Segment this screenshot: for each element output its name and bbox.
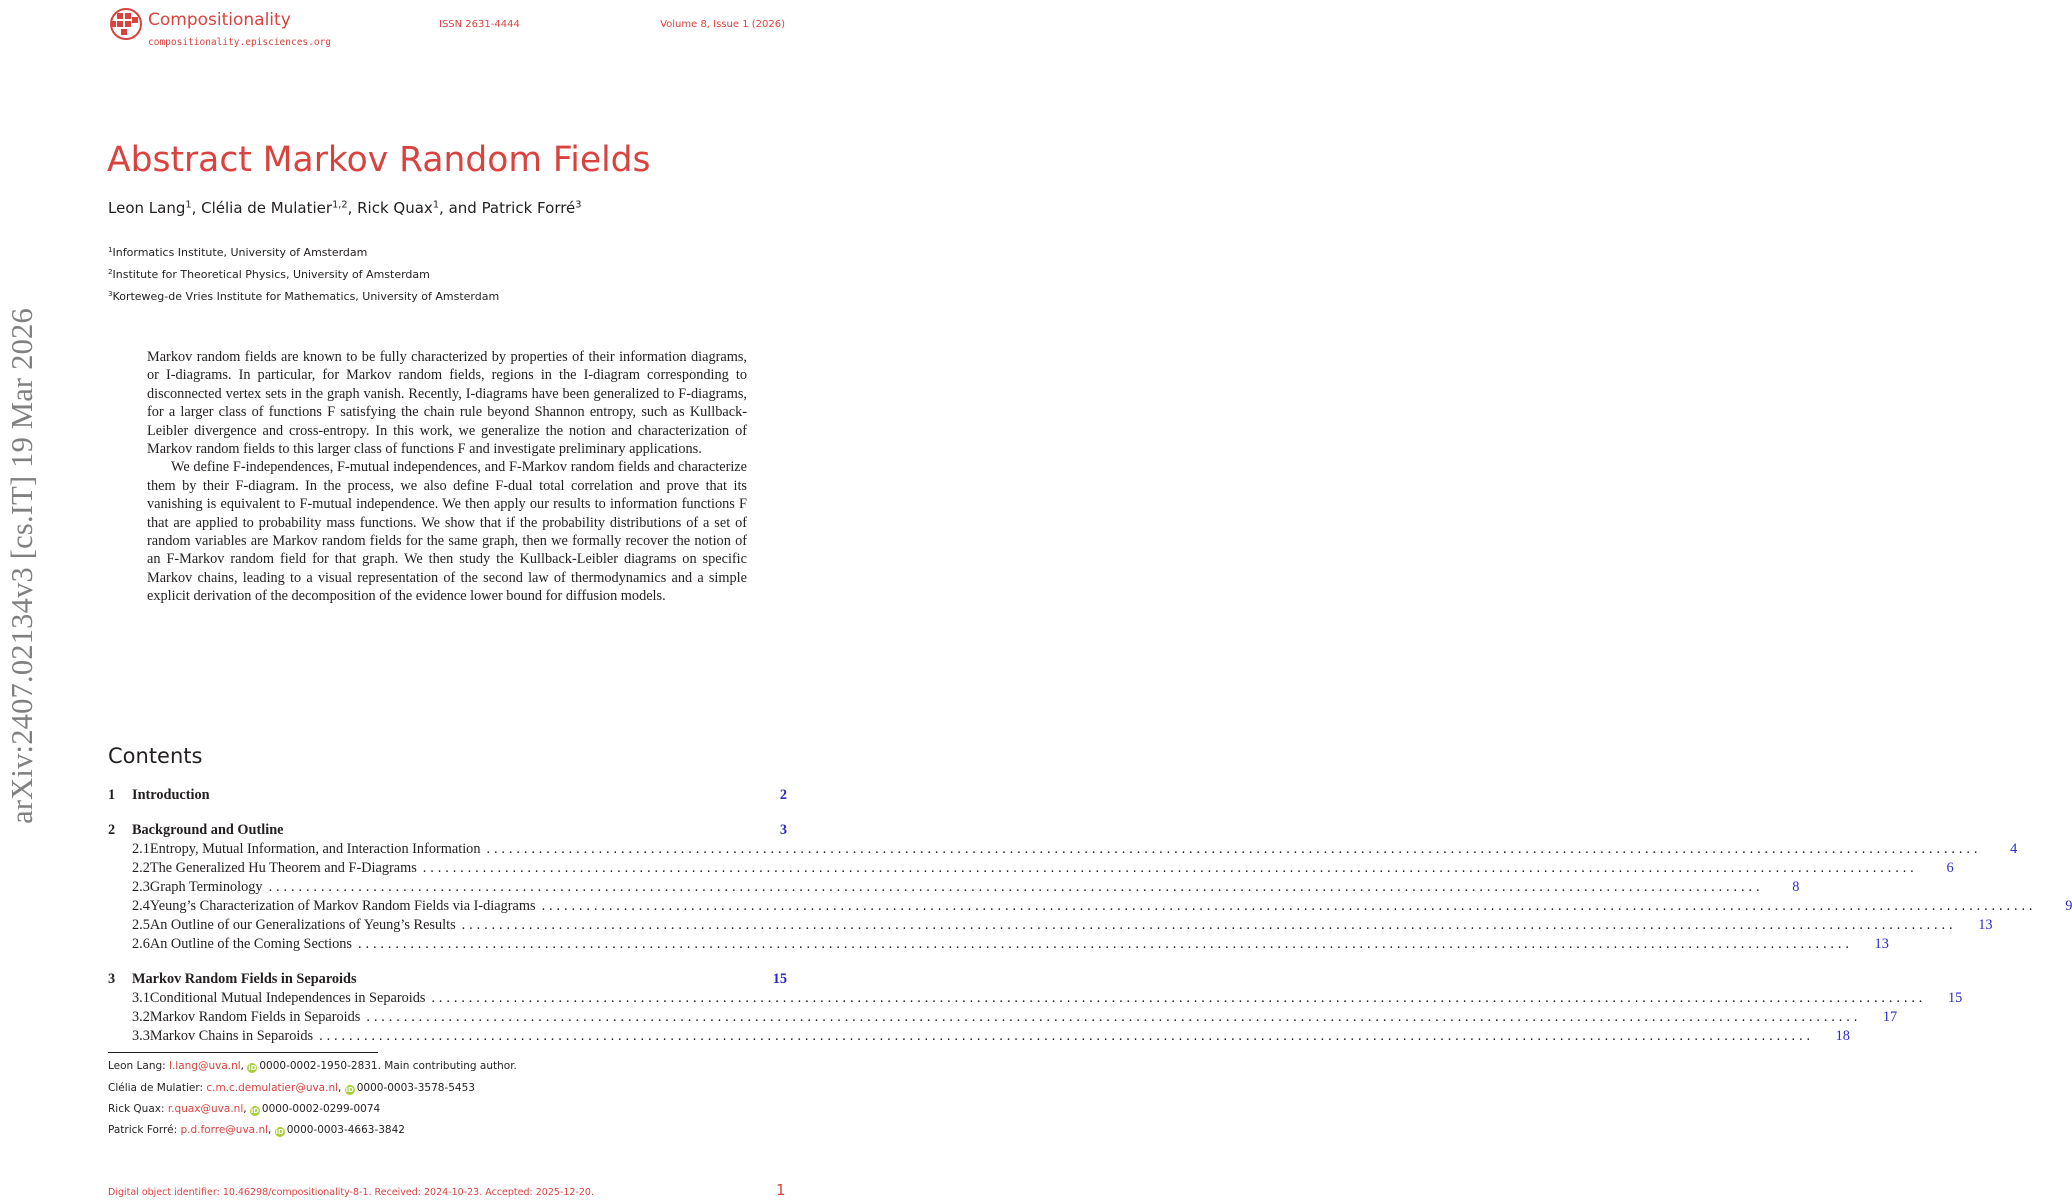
toc-title[interactable]: Graph Terminology — [149, 879, 263, 895]
toc-title[interactable]: Markov Chains in Separoids — [149, 1028, 314, 1044]
contents-heading: Contents — [108, 744, 203, 768]
orcid-link[interactable]: 0000-0003-3578-5453 — [356, 1082, 475, 1094]
toc-number: 3.1 — [132, 990, 150, 1006]
toc-number: 2.5 — [132, 917, 150, 933]
toc-leader-dots: ........................................................................................................................................................................................................ — [461, 917, 1957, 933]
toc-subsection-2-4[interactable] — [108, 897, 2072, 916]
affiliation-1 — [108, 246, 367, 259]
abstract-paragraph-2: We define F-independences, F-mutual independences, and F-Markov random fields and characterize them by their F-diagram. In the process, we also define F-dual total correlation and prove that its vanishing is equivalent to F-mutual independence. We then apply our results to information functions F that are applied to probability mass functions. We show that if the probability distributions of a set of random variables are Markov random fields for the same graph, then we formally recover the notion of an F-Markov random field for that graph. We then study the Kullback-Leibler diagrams on specific Markov chains, leading to a visual representation of the second law of thermodynamics and a simple explicit derivation of the decomposition of the evidence lower bound for diffusion models. — [147, 459, 747, 605]
journal-name[interactable]: Compositionality — [148, 10, 291, 30]
toc-page-link[interactable]: 18 — [1835, 1028, 1850, 1044]
toc-title[interactable]: Markov Random Fields in Separoids — [132, 971, 357, 987]
toc-section-2[interactable] — [108, 821, 787, 840]
toc-spacer — [108, 954, 787, 970]
period: . — [590, 1187, 595, 1198]
author-name: Patrick Forré — [481, 199, 576, 217]
author-affiliation-mark: 1,2 — [332, 199, 348, 211]
toc-subsection-2-5[interactable] — [108, 916, 1993, 935]
author-affiliation-mark: 1 — [432, 199, 440, 211]
toc-subsection-3-1[interactable] — [108, 989, 1963, 1008]
affiliation-mark: 1 — [108, 245, 113, 255]
abstract-paragraph-1: Markov random fields are known to be fully characterized by properties of their information diagrams, or I-diagrams. In particular, for Markov random fields, regions in the I-diagram corresponding to disconnected vertex sets in the graph vanish. Recently, I-diagrams have been generalized to F-diagrams, for a larger class of functions F satisfying the chain rule beyond Shannon entropy, such as Kullback-Leibler divergence and cross-entropy. In this work, we generalize the notion and characterization of Markov random fields to this larger class of functions F and investigate preliminary applications. — [147, 349, 747, 458]
toc-leader-dots: ........................................................................................................................................................................................................ — [268, 879, 1764, 895]
toc-page-link[interactable]: 4 — [2010, 841, 2018, 857]
author-name: Leon Lang — [108, 199, 186, 217]
toc-page-link[interactable]: 15 — [772, 971, 787, 987]
orcid-icon[interactable]: iD — [275, 1128, 284, 1136]
author-separator: , and — [439, 199, 482, 217]
toc-leader-dots: ........................................................................................................................................................................................................ — [431, 990, 1927, 1006]
issn: ISSN 2631-4444 — [439, 19, 520, 30]
orcid-icon[interactable]: iD — [345, 1086, 354, 1094]
affiliation-text: Institute for Theoretical Physics, University of Amsterdam — [112, 268, 430, 281]
footnote-author: Rick Quax: — [108, 1103, 165, 1115]
author-footnote: Rick Quax: r.quax@uva.nl, iD 0000-0002-0299-0074 — [108, 1103, 381, 1115]
toc-title[interactable]: Markov Random Fields in Separoids — [149, 1009, 361, 1025]
footnote-author: Clélia de Mulatier: — [108, 1082, 204, 1094]
paper-title: Abstract Markov Random Fields — [107, 140, 651, 180]
received-label: . Received: — [368, 1187, 421, 1198]
author-list — [108, 199, 582, 217]
accepted-date: 2025-12-20 — [535, 1187, 591, 1198]
toc-page-link[interactable]: 15 — [1947, 990, 1963, 1006]
author-email-link[interactable]: r.quax@uva.nl — [167, 1103, 244, 1115]
abstract — [147, 348, 747, 606]
arxiv-stamp: arXiv:2407.02134v3 [cs.IT] 19 Mar 2026 — [5, 308, 39, 824]
toc-subsection-3-3[interactable] — [108, 1027, 1850, 1046]
toc-subsection-3-2[interactable] — [108, 1008, 1898, 1027]
author-email-link[interactable]: l.lang@uva.nl — [169, 1060, 241, 1072]
affiliation-mark: 3 — [108, 289, 113, 299]
orcid-icon[interactable]: iD — [248, 1064, 257, 1072]
author-footnote: Leon Lang: l.lang@uva.nl, iD 0000-0002-1950-2831. Main contributing author. — [108, 1060, 517, 1072]
publication-info — [108, 1187, 594, 1198]
table-of-contents — [108, 786, 2072, 1046]
toc-number: 2.6 — [132, 936, 150, 952]
toc-subsection-2-1[interactable] — [108, 840, 2018, 859]
received-date: 2024-10-23 — [424, 1187, 480, 1198]
author-name: Rick Quax — [357, 199, 433, 217]
affiliation-2 — [108, 268, 430, 281]
toc-number: 2.2 — [132, 860, 150, 876]
orcid-link[interactable]: 0000-0003-4663-3842 — [286, 1124, 405, 1136]
footnote-author: Leon Lang: — [108, 1060, 166, 1072]
author-name: Clélia de Mulatier — [201, 199, 333, 217]
toc-leader-dots: ........................................................................................................................................................................................................ — [358, 936, 1853, 952]
affiliation-mark: 2 — [108, 267, 113, 277]
toc-number: 3 — [108, 971, 116, 987]
toc-page-link[interactable]: 6 — [1946, 860, 1954, 876]
footnote-author: Patrick Forré: — [108, 1124, 178, 1136]
toc-title[interactable]: The Generalized Hu Theorem and F-Diagrams — [149, 860, 417, 876]
affiliation-3 — [108, 290, 499, 303]
toc-page-link[interactable]: 13 — [1978, 917, 1993, 933]
orcid-link[interactable]: 0000-0002-0299-0074 — [261, 1103, 381, 1115]
author-affiliation-mark: 3 — [575, 199, 582, 211]
footnote-note: . Main contributing author. — [377, 1060, 517, 1072]
toc-number: 1 — [108, 787, 116, 803]
author-separator: , — [347, 199, 358, 217]
toc-leader-dots: ........................................................................................................................................................................................................ — [422, 860, 1918, 876]
affiliation-text: Informatics Institute, University of Amsterdam — [112, 246, 368, 259]
toc-number: 2 — [108, 822, 116, 838]
author-footnote: Clélia de Mulatier: c.m.c.demulatier@uva.nl, iD 0000-0003-3578-5453 — [108, 1082, 475, 1094]
toc-leader-dots: ........................................................................................................................................................................................................ — [319, 1028, 1814, 1044]
toc-title[interactable]: An Outline of the Coming Sections — [149, 936, 352, 952]
author-email-link[interactable]: c.m.c.demulatier@uva.nl — [206, 1082, 339, 1094]
orcid-link[interactable]: 0000-0002-1950-2831 — [259, 1060, 378, 1072]
toc-leader-dots: ........................................................................................................................................................................................................ — [486, 841, 1982, 857]
toc-section-1[interactable] — [108, 786, 787, 805]
author-email-link[interactable]: p.d.forre@uva.nl — [180, 1124, 269, 1136]
toc-title[interactable]: Entropy, Mutual Information, and Interaction Information — [149, 841, 481, 857]
toc-title[interactable]: Background and Outline — [132, 822, 284, 838]
toc-number: 2.4 — [132, 898, 150, 914]
footnote-divider — [108, 1052, 378, 1053]
toc-subsection-2-2[interactable] — [108, 859, 1954, 878]
volume-issue — [0, 19, 787, 30]
toc-page-link[interactable]: 17 — [1882, 1009, 1898, 1025]
toc-title[interactable]: Conditional Mutual Independences in Separoids — [149, 990, 426, 1006]
doi-label: Digital object identifier: — [108, 1187, 220, 1198]
toc-title[interactable]: Introduction — [132, 787, 210, 803]
toc-section-3[interactable] — [108, 970, 787, 989]
toc-number: 2.1 — [132, 841, 150, 857]
toc-number: 2.3 — [132, 879, 150, 895]
toc-page-link[interactable]: 3 — [779, 822, 787, 838]
toc-title[interactable]: An Outline of our Generalizations of Yeung’s Results — [149, 917, 456, 933]
orcid-icon[interactable]: iD — [250, 1107, 260, 1115]
toc-leader-dots: ........................................................................................................................................................................................................ — [541, 898, 2037, 914]
toc-number: 3.3 — [132, 1028, 150, 1044]
author-affiliation-mark: 1 — [185, 199, 192, 211]
page-number: 1 — [776, 1181, 786, 1199]
doi-link[interactable]: 10.46298/compositionality-8-1 — [222, 1187, 369, 1198]
toc-page-link[interactable]: 9 — [2065, 898, 2072, 914]
toc-page-link[interactable]: 8 — [1792, 879, 1800, 895]
toc-number: 3.2 — [132, 1009, 150, 1025]
author-footnote: Patrick Forré: p.d.forre@uva.nl, iD 0000-0003-4663-3842 — [108, 1124, 405, 1136]
accepted-label: . Accepted: — [479, 1187, 533, 1198]
toc-page-link[interactable]: 2 — [779, 787, 787, 803]
affiliation-text: Korteweg-de Vries Institute for Mathematics, University of Amsterdam — [112, 290, 500, 303]
toc-leader-dots: ........................................................................................................................................................................................................ — [366, 1009, 1862, 1025]
toc-title[interactable]: Yeung’s Characterization of Markov Random Fields via I-diagrams — [149, 898, 536, 914]
toc-subsection-2-3[interactable] — [108, 878, 1800, 897]
author-separator: , — [191, 199, 202, 217]
toc-spacer — [108, 805, 787, 821]
volume-issue-text: Volume 8, Issue 1 (2026) — [660, 19, 785, 30]
toc-subsection-2-6[interactable] — [108, 935, 1889, 954]
journal-url[interactable]: compositionality.episciences.org — [148, 37, 332, 48]
toc-page-link[interactable]: 13 — [1874, 936, 1889, 952]
